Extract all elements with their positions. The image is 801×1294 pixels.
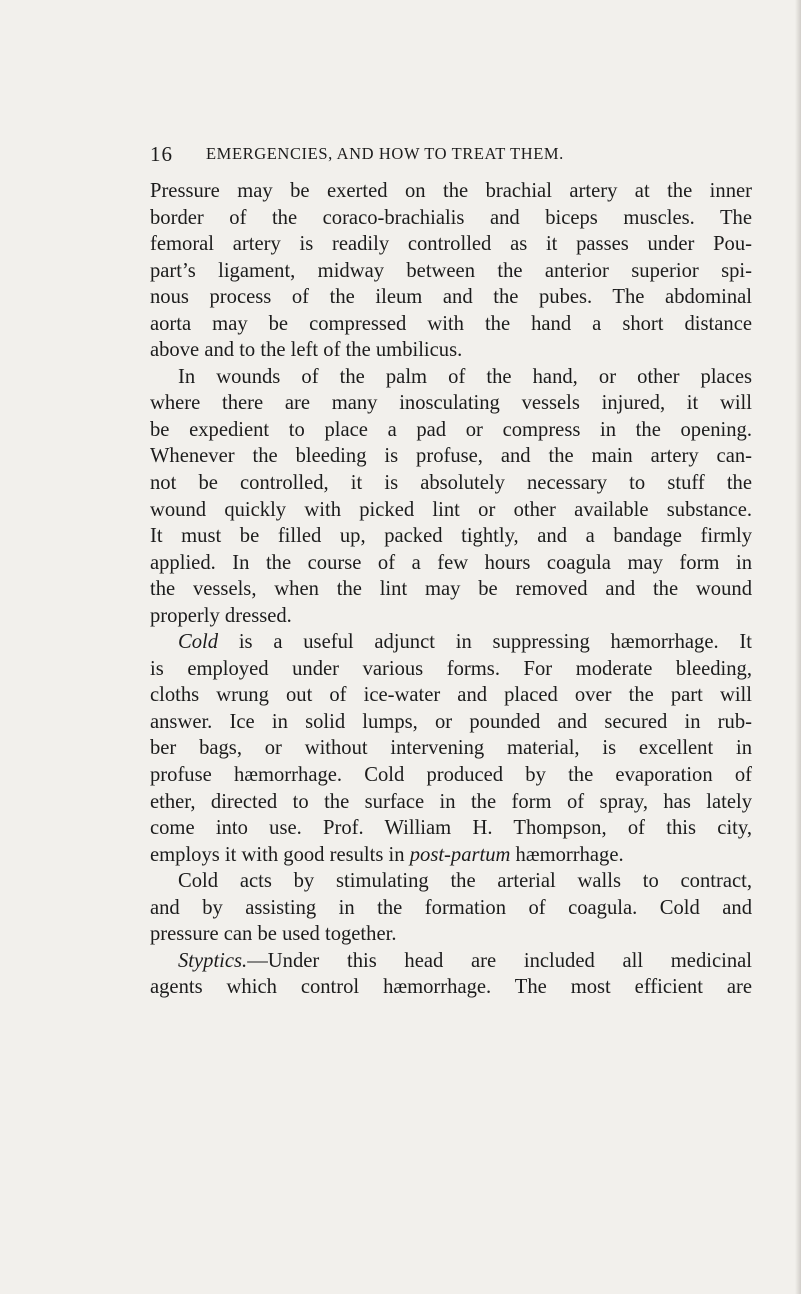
text-line bbox=[150, 470, 752, 497]
text-run: be expedient to place a pad or compress in the opening. bbox=[150, 418, 752, 441]
text-line bbox=[150, 974, 752, 1001]
page-number: 16 bbox=[150, 142, 173, 166]
text-run: hæmorrhage. bbox=[510, 843, 624, 866]
text-line bbox=[150, 868, 752, 895]
text-line bbox=[150, 523, 752, 550]
text-run: cloths wrung out of ice-water and placed over the part will bbox=[150, 684, 752, 707]
paragraph bbox=[150, 629, 752, 868]
italic-text: Cold bbox=[178, 631, 219, 654]
text-line bbox=[150, 842, 752, 869]
text-run: above and to the left of the umbilicus. bbox=[150, 339, 463, 362]
page-header bbox=[150, 142, 752, 170]
text-run: Pressure may be exerted on the brachial artery at the inner bbox=[150, 180, 752, 202]
text-line bbox=[150, 815, 752, 842]
text-line bbox=[150, 948, 752, 975]
text-line bbox=[150, 231, 752, 258]
text-line bbox=[150, 789, 752, 816]
text-run: In wounds of the palm of the hand, or other places bbox=[178, 365, 752, 388]
italic-text: post-partum bbox=[409, 843, 511, 866]
text-line bbox=[150, 762, 752, 789]
page-edge-shadow bbox=[795, 0, 801, 1294]
text-line bbox=[150, 576, 752, 603]
text-line bbox=[150, 656, 752, 683]
text-run: profuse hæmorrhage. Cold produced by the evaporation of bbox=[150, 764, 752, 787]
text-line bbox=[150, 417, 752, 444]
text-run: where there are many inosculating vessels injured, it will bbox=[150, 392, 752, 415]
text-run: Cold acts by stimulating the arterial walls to contract, bbox=[178, 870, 752, 893]
text-run: is a useful adjunct in suppressing hæmorrhage. It bbox=[218, 631, 752, 654]
text-run: properly dressed. bbox=[150, 604, 292, 627]
text-line bbox=[150, 550, 752, 577]
text-line bbox=[150, 205, 752, 232]
text-line bbox=[150, 709, 752, 736]
text-run: It must be filled up, packed tightly, and a bandage firmly bbox=[150, 525, 752, 548]
text-run: nous process of the ileum and the pubes. The abdominal bbox=[150, 286, 752, 309]
text-run: not be controlled, it is absolutely necessary to stuff the bbox=[150, 472, 752, 495]
text-run: aorta may be compressed with the hand a short distance bbox=[150, 312, 752, 335]
text-run: part’s ligament, midway between the anterior superior spi- bbox=[150, 259, 752, 282]
text-line bbox=[150, 497, 752, 524]
text-line bbox=[150, 895, 752, 922]
paragraph bbox=[150, 868, 752, 948]
text-line bbox=[150, 390, 752, 417]
body-text bbox=[150, 178, 752, 1001]
text-run: wound quickly with picked lint or other available substance. bbox=[150, 498, 752, 521]
text-run: and by assisting in the formation of coagula. Cold and bbox=[150, 896, 752, 919]
text-run: come into use. Prof. William H. Thompson, of this city, bbox=[150, 817, 752, 840]
text-line bbox=[150, 178, 752, 205]
text-run: agents which control hæmorrhage. The most efficient are bbox=[150, 976, 752, 999]
text-line bbox=[150, 921, 752, 948]
text-line bbox=[150, 337, 752, 364]
text-line bbox=[150, 629, 752, 656]
text-line bbox=[150, 311, 752, 338]
paragraph bbox=[150, 948, 752, 1001]
paragraph bbox=[150, 364, 752, 629]
text-run: ber bags, or without intervening material, is excellent in bbox=[150, 737, 752, 760]
text-line bbox=[150, 682, 752, 709]
italic-text: Styptics. bbox=[178, 949, 248, 972]
paragraph bbox=[150, 178, 752, 364]
text-line bbox=[150, 735, 752, 762]
text-run: answer. Ice in solid lumps, or pounded and secured in rub- bbox=[150, 710, 752, 733]
text-run: border of the coraco-brachialis and biceps muscles. The bbox=[150, 206, 752, 229]
text-run: employs it with good results in bbox=[150, 843, 410, 866]
text-run: is employed under various forms. For moderate bleeding, bbox=[150, 657, 752, 680]
text-run: femoral artery is readily controlled as it passes under Pou- bbox=[150, 233, 752, 256]
text-line bbox=[150, 603, 752, 630]
text-run: —Under this head are included all medicinal bbox=[247, 949, 752, 972]
text-run: ether, directed to the surface in the form of spray, has lately bbox=[150, 790, 752, 813]
text-line bbox=[150, 443, 752, 470]
text-run: Whenever the bleeding is profuse, and the main artery can- bbox=[150, 445, 752, 468]
text-line bbox=[150, 364, 752, 391]
text-run: applied. In the course of a few hours coagula may form in bbox=[150, 551, 752, 574]
text-line bbox=[150, 258, 752, 285]
text-run: pressure can be used together. bbox=[150, 923, 397, 946]
text-line bbox=[150, 284, 752, 311]
text-run: the vessels, when the lint may be removed and the wound bbox=[150, 578, 752, 601]
running-head: EMERGENCIES, AND HOW TO TREAT THEM. bbox=[206, 144, 564, 163]
